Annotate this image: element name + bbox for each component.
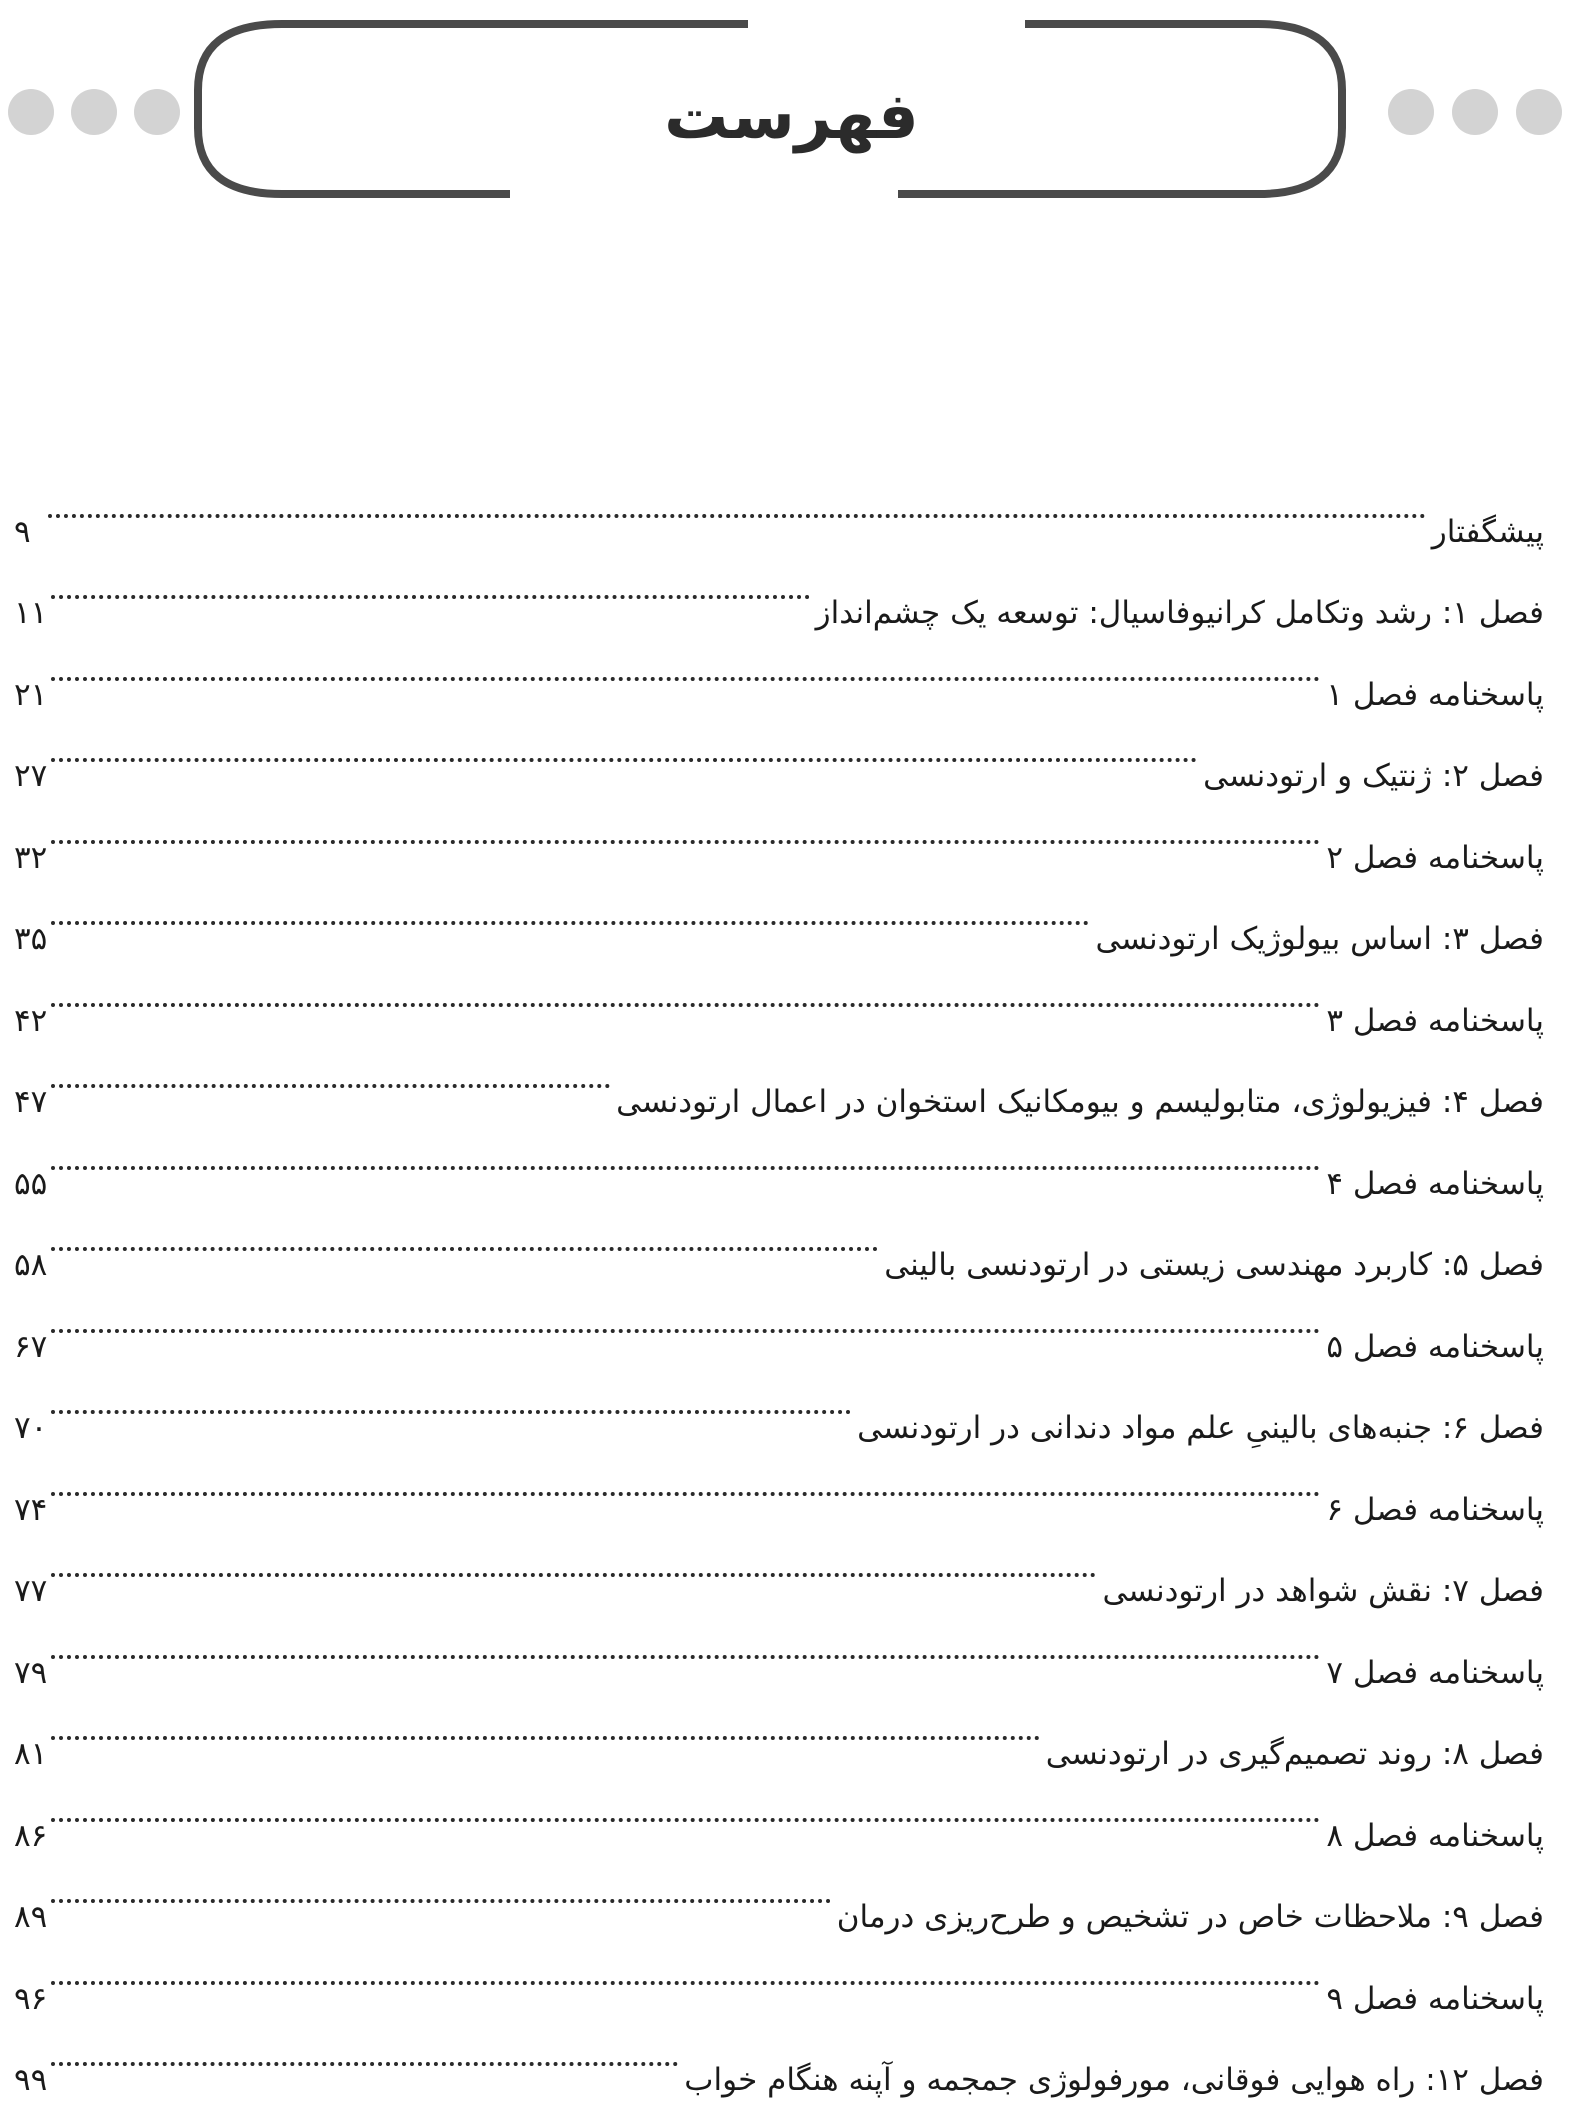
toc-entry-label: پاسخنامه فصل ۳ — [1326, 1002, 1544, 1039]
toc-entry-page: ۲۱ — [14, 676, 48, 713]
decor-dot-left-3 — [134, 89, 180, 135]
toc-entry-label: پاسخنامه فصل ۶ — [1326, 1491, 1544, 1528]
toc-entry-page: ۷۴ — [14, 1491, 48, 1528]
toc-leader-dots — [51, 949, 1320, 1031]
toc-entry-label: پاسخنامه فصل ۴ — [1326, 1165, 1544, 1202]
toc-leader-dots — [51, 542, 809, 624]
toc-entry-label: پاسخنامه فصل ۸ — [1326, 1817, 1544, 1854]
toc-leader-dots — [51, 1357, 851, 1439]
toc-entry-page: ۸۹ — [14, 1899, 48, 1935]
toc-entry[interactable] — [14, 868, 1544, 957]
toc-leader-dots — [51, 623, 1320, 705]
toc-leader-dots — [51, 868, 1089, 950]
decor-dot-right-1 — [1388, 89, 1434, 135]
toc-entry-label: پاسخنامه فصل ۹ — [1326, 1980, 1544, 2017]
toc-entry-page: ۷۷ — [14, 1573, 48, 1609]
toc-leader-dots — [48, 460, 1426, 542]
toc-entry-page: ۸۱ — [14, 1736, 48, 1772]
toc-entry[interactable] — [14, 1846, 1544, 1935]
toc-entry-label: فصل ۱: رشد وتکامل کرانیوفاسیال: توسعه یک چشم‌انداز — [815, 595, 1544, 631]
toc-entry-page: ۵۸ — [14, 1247, 48, 1283]
toc-leader-dots — [51, 1275, 1320, 1357]
toc-leader-dots — [51, 1031, 610, 1113]
toc-entry-page: ۴۲ — [14, 1002, 48, 1039]
toc-entry-page: ۹ — [14, 513, 31, 550]
toc-entry-page: ۴۷ — [14, 1084, 48, 1120]
toc-leader-dots — [51, 1764, 1320, 1846]
toc-entry-page: ۶۷ — [14, 1328, 48, 1365]
toc-entry[interactable] — [14, 1112, 1544, 1202]
toc-entry-page: ۱۱ — [14, 595, 48, 631]
decor-dot-left-1 — [8, 89, 54, 135]
toc-entry-label: فصل ۴: فیزیولوژی، متابولیسم و بیومکانیک استخوان در اعمال ارتودنسی — [616, 1084, 1544, 1120]
toc-entry-label: فصل ۶: جنبه‌های بالینیِ علم مواد دندانی در ارتودنسی — [857, 1410, 1544, 1446]
decor-dot-right-3 — [1516, 89, 1562, 135]
toc-entry-label: پاسخنامه فصل ۷ — [1326, 1654, 1544, 1691]
toc-entry-page: ۲۷ — [14, 758, 48, 794]
toc-leader-dots — [51, 1601, 1320, 1683]
toc-entry[interactable] — [14, 705, 1544, 794]
toc-entry[interactable] — [14, 949, 1544, 1039]
decor-dot-right-2 — [1452, 89, 1498, 135]
toc-entry-page: ۹۶ — [14, 1980, 48, 2017]
toc-leader-dots — [51, 1438, 1320, 1520]
toc-entry-page: ۸۶ — [14, 1817, 48, 1854]
toc-entry[interactable] — [14, 1357, 1544, 1446]
toc-entry-page: ۷۹ — [14, 1654, 48, 1691]
toc-entry-label: پیشگفتار — [1431, 513, 1544, 550]
toc-leader-dots — [51, 2009, 678, 2091]
toc-entry[interactable] — [14, 1438, 1544, 1528]
decor-dot-left-2 — [71, 89, 117, 135]
toc-entry[interactable] — [14, 1764, 1544, 1854]
toc-entry-label: فصل ۵: کاربرد مهندسی زیستی در ارتودنسی بالینی — [884, 1247, 1544, 1283]
toc-entry-label: فصل ۷: نقش شواهد در ارتودنسی — [1102, 1573, 1544, 1609]
toc-entry[interactable] — [14, 542, 1544, 631]
toc-entry[interactable] — [14, 1275, 1544, 1365]
toc-leader-dots — [51, 1683, 1039, 1765]
toc-entry[interactable] — [14, 786, 1544, 876]
toc-entry-page: ۵۵ — [14, 1165, 48, 1202]
toc-entry-page: ۹۹ — [14, 2062, 48, 2098]
toc-entry-label: فصل ۹: ملاحظات خاص در تشخیص و طرح‌ریزی درمان — [836, 1899, 1544, 1935]
toc-entry[interactable] — [14, 1194, 1544, 1283]
toc-leader-dots — [51, 1846, 830, 1928]
table-of-contents — [14, 460, 1544, 2098]
toc-leader-dots — [51, 705, 1197, 787]
toc-entry[interactable] — [14, 1520, 1544, 1609]
toc-entry-label: پاسخنامه فصل ۲ — [1326, 839, 1544, 876]
toc-entry[interactable] — [14, 623, 1544, 713]
toc-entry[interactable] — [14, 1683, 1544, 1772]
toc-entry[interactable] — [14, 1927, 1544, 2017]
toc-entry-label: پاسخنامه فصل ۱ — [1326, 676, 1544, 713]
page-title: فهرست — [664, 80, 919, 154]
toc-entry[interactable] — [14, 1031, 1544, 1120]
toc-entry[interactable] — [14, 2009, 1544, 2098]
toc-entry-page: ۷۰ — [14, 1410, 48, 1446]
toc-entry-label: پاسخنامه فصل ۵ — [1326, 1328, 1544, 1365]
toc-entry-label: فصل ۲: ژنتیک و ارتودنسی — [1203, 758, 1544, 794]
toc-entry-label: فصل ۱۲: راه هوایی فوقانی، مورفولوژی جمجمه و آپنه هنگام خواب — [684, 2062, 1544, 2098]
toc-leader-dots — [51, 786, 1320, 868]
toc-entry-label: فصل ۳: اساس بیولوژیک ارتودنسی — [1095, 921, 1544, 957]
toc-leader-dots — [51, 1112, 1320, 1194]
toc-entry-page: ۳۲ — [14, 839, 48, 876]
toc-entry[interactable] — [14, 460, 1544, 550]
toc-leader-dots — [51, 1927, 1320, 2009]
toc-entry[interactable] — [14, 1601, 1544, 1691]
toc-leader-dots — [51, 1194, 878, 1276]
toc-leader-dots — [51, 1520, 1096, 1602]
page-header — [0, 0, 1583, 220]
toc-entry-page: ۳۵ — [14, 921, 48, 957]
toc-entry-label: فصل ۸: روند تصمیم‌گیری در ارتودنسی — [1045, 1736, 1544, 1772]
